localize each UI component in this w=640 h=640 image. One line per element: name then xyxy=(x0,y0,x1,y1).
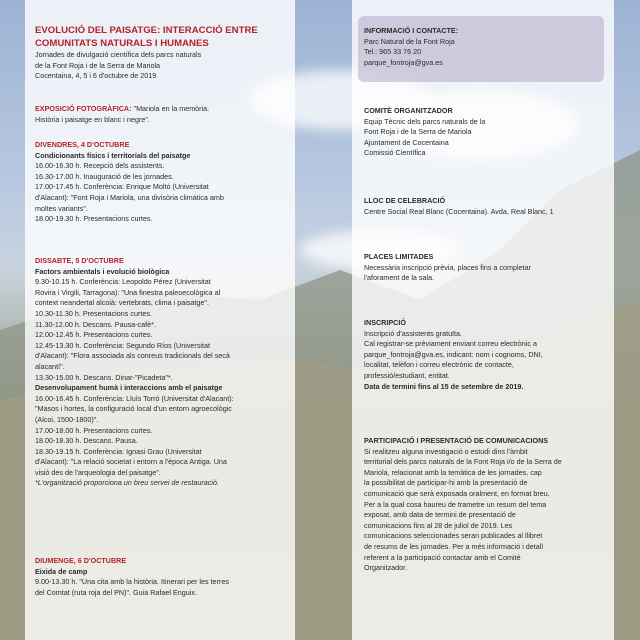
papers-line: comunicacions fins al 28 de juliol de 2019. Les xyxy=(364,520,513,530)
friday-line: d'Alacant): "Font Roja i Mariola, una divisòria climàtica amb xyxy=(35,192,224,202)
places-line: l'aforament de la sala. xyxy=(364,273,435,283)
committee-line: Comissió Científica xyxy=(364,148,426,158)
places-heading: PLACES LIMITADES xyxy=(364,252,434,261)
papers-line: Si realitzeu alguna investigació o estudi dins l'àmbit xyxy=(364,446,528,456)
sunday-subheading: Eixida de camp xyxy=(35,566,88,576)
saturday-line: 10.30-11.30 h. Presentacions curtes. xyxy=(35,308,152,318)
saturday-line: (Alcoi, 1500-1800)". xyxy=(35,414,99,424)
venue-heading: LLOC DE CELEBRACIÓ xyxy=(364,196,446,205)
papers-line: referent a la participació contactar amb el Comitè xyxy=(364,552,521,562)
venue-section xyxy=(364,196,604,217)
saturday-line: Rovira i Virgili, Tarragona): "Una finestra paleoecològica al xyxy=(35,287,221,297)
saturday-subheading1: Factors ambientals i evolució biològica xyxy=(35,266,170,276)
papers-line: Organitzador. xyxy=(364,563,408,573)
registration-heading: INSCRIPCIÓ xyxy=(364,318,406,327)
event-title-line1: EVOLUCIÓ DEL PAISATGE: INTERACCIÓ ENTRE xyxy=(35,25,258,36)
saturday-line: context neandertal alcoià: vertebrats, clima i paisatge". xyxy=(35,298,209,308)
contact-phone: Tel.: 965 33 76 20 xyxy=(364,47,422,57)
registration-line: parque_fontroja@gva.es, indicant: nom i cognoms, DNI, xyxy=(364,349,543,359)
exhibition-text2: Història i paisatge en blanc i negre". xyxy=(35,114,150,124)
papers-heading: PARTICIPACIÓ I PRESENTACIÓ DE COMUNICACIONS xyxy=(364,436,549,445)
contact-line: Parc Natural de la Font Roja xyxy=(364,36,455,46)
sunday-section xyxy=(35,556,285,598)
friday-heading: DIVENDRES, 4 D'OCTUBRE xyxy=(35,140,130,149)
committee-line: Ajuntament de Cocentaina xyxy=(364,137,449,147)
friday-subheading: Condicionants físics i territorials del paisatge xyxy=(35,150,191,160)
event-header xyxy=(35,24,285,82)
saturday-section xyxy=(35,256,285,489)
sunday-line: 9.00-13.30 h. "Una cita amb la història. Itinerari per les terres xyxy=(35,577,229,587)
saturday-line: d'Alacant): "Flora associada als conreus tradicionals del secà xyxy=(35,351,230,361)
exhibition-text1: "Mariola en la memòria. xyxy=(133,104,210,113)
saturday-line: 17.00-18.00 h. Presentacions curtes. xyxy=(35,425,153,435)
catering-note: *L'organització proporciona un breu servei de restauració. xyxy=(35,478,219,488)
exhibition-label: EXPOSICIÓ FOTOGRÀFICA: xyxy=(35,104,132,113)
papers-line: comunicacions seleccionades seran publicades al llibret xyxy=(364,531,543,541)
papers-line: exposat, amb data de termini de presentació de xyxy=(364,510,516,520)
papers-section xyxy=(364,436,604,574)
papers-line: la possibilitat de participar-hi amb la presentació de xyxy=(364,478,528,488)
friday-line: 16.00-16.30 h. Recepció dels assistents. xyxy=(35,161,165,171)
papers-line: de resums de les jornades. Per a més informació i detall xyxy=(364,541,543,551)
saturday-line: d'Alacant): "La relació societat i entorn a l'època Antiga. Una xyxy=(35,457,227,467)
saturday-line: 12.45-13.30 h. Conferència: Segundo Ríos (Universitat xyxy=(35,340,210,350)
committee-line: Font Roja i de la Serra de Mariola xyxy=(364,127,472,137)
registration-line: Inscripció d'assistents gratuïta. xyxy=(364,328,463,338)
contact-heading: INFORMACIÓ I CONTACTE: xyxy=(364,26,459,35)
event-subtitle-line1: Jornades de divulgació científica dels parcs naturals xyxy=(35,50,202,59)
committee-line: Equip Tècnic dels parcs naturals de la xyxy=(364,116,486,126)
saturday-line: 18.30-19.15 h. Conferència: Ignasi Grau (Universitat xyxy=(35,446,202,456)
saturday-line: 13.30-15.00 h. Descans. Dinar-"Picadeta"*. xyxy=(35,372,173,382)
registration-line: professió/estudiant, entitat. xyxy=(364,370,450,380)
saturday-line: 12.00-12.45 h. Presentacions curtes. xyxy=(35,330,153,340)
papers-line: territorial dels parcs naturals de la Font Roja i/o de la Serra de xyxy=(364,457,562,467)
sunday-heading: DIUMENGE, 6 D'OCTUBRE xyxy=(35,556,127,565)
registration-section xyxy=(364,318,604,392)
event-subtitle-line2: de la Font Roja i de la Serra de Mariola xyxy=(35,60,161,70)
friday-section xyxy=(35,140,285,225)
contact-email[interactable]: parque_fontroja@gva.es xyxy=(364,57,443,67)
friday-line: moltes variants". xyxy=(35,203,88,213)
contact-section xyxy=(364,26,604,68)
registration-line: localitat, telèfon i correu electrònic de contacte, xyxy=(364,360,514,370)
saturday-heading: DISSABTE, 5 D'OCTUBRE xyxy=(35,256,124,265)
saturday-line: "Masos i hortes, la configuració local d'un entorn agroecològic xyxy=(35,404,232,414)
registration-line: Cal registrar-se prèviament enviant correu electrònic a xyxy=(364,339,537,349)
committee-section xyxy=(364,106,604,159)
sunday-line: del Comtat (ruta roja del PN)". Guia Rafael Enguix. xyxy=(35,587,197,597)
friday-line: 16.30-17.00 h. Inauguració de les jornades. xyxy=(35,171,174,181)
saturday-line: 16.00-16.45 h. Conferència: Lluís Torró (Universitat d'Alacant): xyxy=(35,393,234,403)
saturday-line: 18.00-18.30 h. Descans. Pausa. xyxy=(35,436,138,446)
event-dates: Cocentaina, 4, 5 i 6 d'octubre de 2019 xyxy=(35,71,157,81)
papers-line: Mariola, relacionat amb la temàtica de les jornades, cap xyxy=(364,467,542,477)
venue-line: Centre Social Real Blanc (Cocentaina). Avda, Real Blanc, 1 xyxy=(364,206,554,216)
committee-heading: COMITÈ ORGANITZADOR xyxy=(364,106,453,115)
papers-line: comunicació que serà exposada oralment, en format breu. xyxy=(364,488,550,498)
saturday-line: visió des de l'arqueologia del paisatge". xyxy=(35,467,161,477)
papers-line: Per a la qual cosa haureu de trametre un resum del tema xyxy=(364,499,547,509)
places-line: Necessària inscripció prèvia, places fins a completar xyxy=(364,262,531,272)
event-title-line2: COMUNITATS NATURALS I HUMANES xyxy=(35,38,209,49)
saturday-line: 11.30-12.00 h. Descans. Pausa-cafè*. xyxy=(35,319,156,329)
saturday-line: alacantí". xyxy=(35,361,65,371)
saturday-subheading2: Desenvolupament humà i interaccions amb el paisatge xyxy=(35,383,223,393)
friday-line: 18.00-19.30 h. Presentacions curtes. xyxy=(35,214,153,224)
exhibition xyxy=(35,104,285,125)
places-section xyxy=(364,252,604,284)
saturday-line: 9.30-10.15 h. Conferència: Leopoldo Pérez (Universitat xyxy=(35,277,211,287)
friday-line: 17.00-17.45 h. Conferència: Enrique Moltó (Universitat xyxy=(35,182,209,192)
registration-deadline: Data de termini fins al 15 de setembre de 2019. xyxy=(364,381,524,391)
